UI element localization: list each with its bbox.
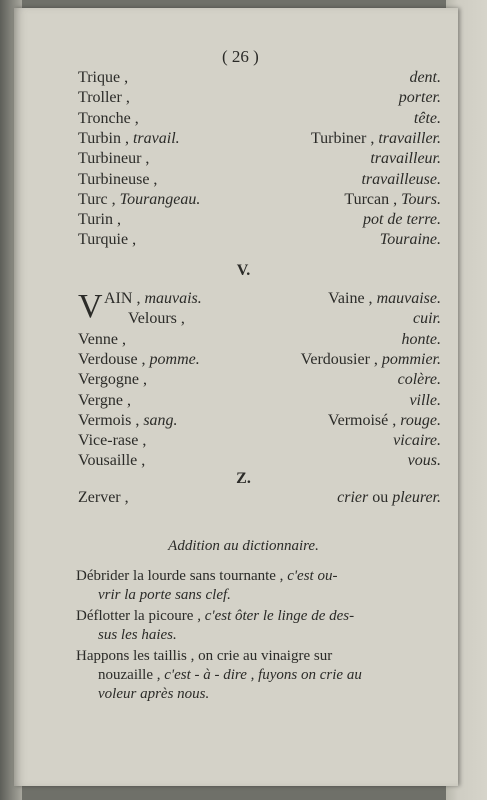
entry-translation: Vaine , mauvaise. xyxy=(328,290,441,307)
entry-translation: Turcan , Tours. xyxy=(344,190,441,208)
entry-term: Turbin , travail. xyxy=(78,129,180,147)
drop-cap: V xyxy=(78,288,103,325)
entry-term: Zerver , xyxy=(78,489,129,506)
entry-translation: ville. xyxy=(409,391,441,409)
entry-term: Velours , xyxy=(128,310,185,328)
entry-row xyxy=(78,289,441,309)
entry-term: Tronche , xyxy=(78,109,139,127)
entry-term: Turbineuse , xyxy=(78,170,158,188)
entry-translation: travailleur. xyxy=(370,150,441,168)
addition-paragraph-2: Déflotter la picoure , c'est ôter le linge de des- sus les haies. xyxy=(76,608,355,643)
page-number: ( 26 ) xyxy=(222,47,259,66)
entry-term: Troller , xyxy=(78,89,130,107)
entry-row xyxy=(78,370,441,390)
section-letter-z: Z. xyxy=(236,470,251,487)
entry-row xyxy=(78,88,441,108)
entry-row xyxy=(78,230,441,250)
entry-term: Turquie , xyxy=(78,231,137,249)
entry-term: Turin , xyxy=(78,211,121,229)
entry-row xyxy=(78,431,441,451)
entry-translation: Touraine. xyxy=(379,231,441,249)
entry-row xyxy=(78,210,441,230)
entry-row xyxy=(78,411,441,431)
entry-translation: tête. xyxy=(413,109,441,127)
entry-translation: dent. xyxy=(409,69,441,86)
entry-row xyxy=(78,391,441,411)
entry-term: Vergogne , xyxy=(78,371,148,389)
entry-term: Vousaille , xyxy=(78,452,146,470)
entry-term: AIN , mauvais. xyxy=(104,290,202,307)
entry-translation: Verdousier , pommier. xyxy=(300,350,441,368)
entry-row xyxy=(78,451,441,471)
entry-translation: porter. xyxy=(398,89,441,107)
entry-row xyxy=(78,68,441,88)
entry-term: Vergne , xyxy=(78,391,132,409)
entry-translation: Vermoisé , rouge. xyxy=(327,411,441,429)
entry-term: Trique , xyxy=(78,69,129,86)
entry-row xyxy=(78,190,441,210)
entry-translation: vicaire. xyxy=(393,432,441,450)
entry-term: Vice-rase , xyxy=(78,432,147,450)
entry-translation: crier ou pleurer. xyxy=(337,489,441,506)
entry-row xyxy=(78,170,441,190)
entry-row xyxy=(78,309,441,329)
section-letter-v: V. xyxy=(236,262,251,279)
entry-translation: Turbiner , travailler. xyxy=(310,129,441,147)
entry-translation: pot de terre. xyxy=(362,211,441,229)
entry-term: Turc , Tourangeau. xyxy=(78,190,201,208)
entry-translation: cuir. xyxy=(413,310,441,328)
entry-row xyxy=(78,350,441,370)
entry-term: Vermois , sang. xyxy=(78,411,178,429)
addition-paragraph-3: Happons les taillis , on crie au vinaigre sur nouzaille , c'est - à - dire , fuyons on crie au voleur après nous. xyxy=(76,648,362,702)
entry-translation: travailleuse. xyxy=(361,170,441,188)
entry-row-zerver xyxy=(78,488,441,508)
entry-row xyxy=(78,129,441,149)
entry-translation: honte. xyxy=(401,330,441,348)
entry-term: Venne , xyxy=(78,330,126,348)
entry-term: Verdouse , pomme. xyxy=(78,350,200,368)
entry-term: Turbineur , xyxy=(78,150,150,168)
entry-row xyxy=(78,109,441,129)
entry-row xyxy=(78,149,441,169)
addition-paragraph-1: Débrider la lourde sans tournante , c'est ou- vrir la porte sans clef. xyxy=(76,568,338,603)
addition-heading: Addition au dictionnaire. xyxy=(168,538,319,554)
entry-row xyxy=(78,330,441,350)
entry-translation: colère. xyxy=(397,371,441,389)
entry-translation: vous. xyxy=(407,452,441,470)
